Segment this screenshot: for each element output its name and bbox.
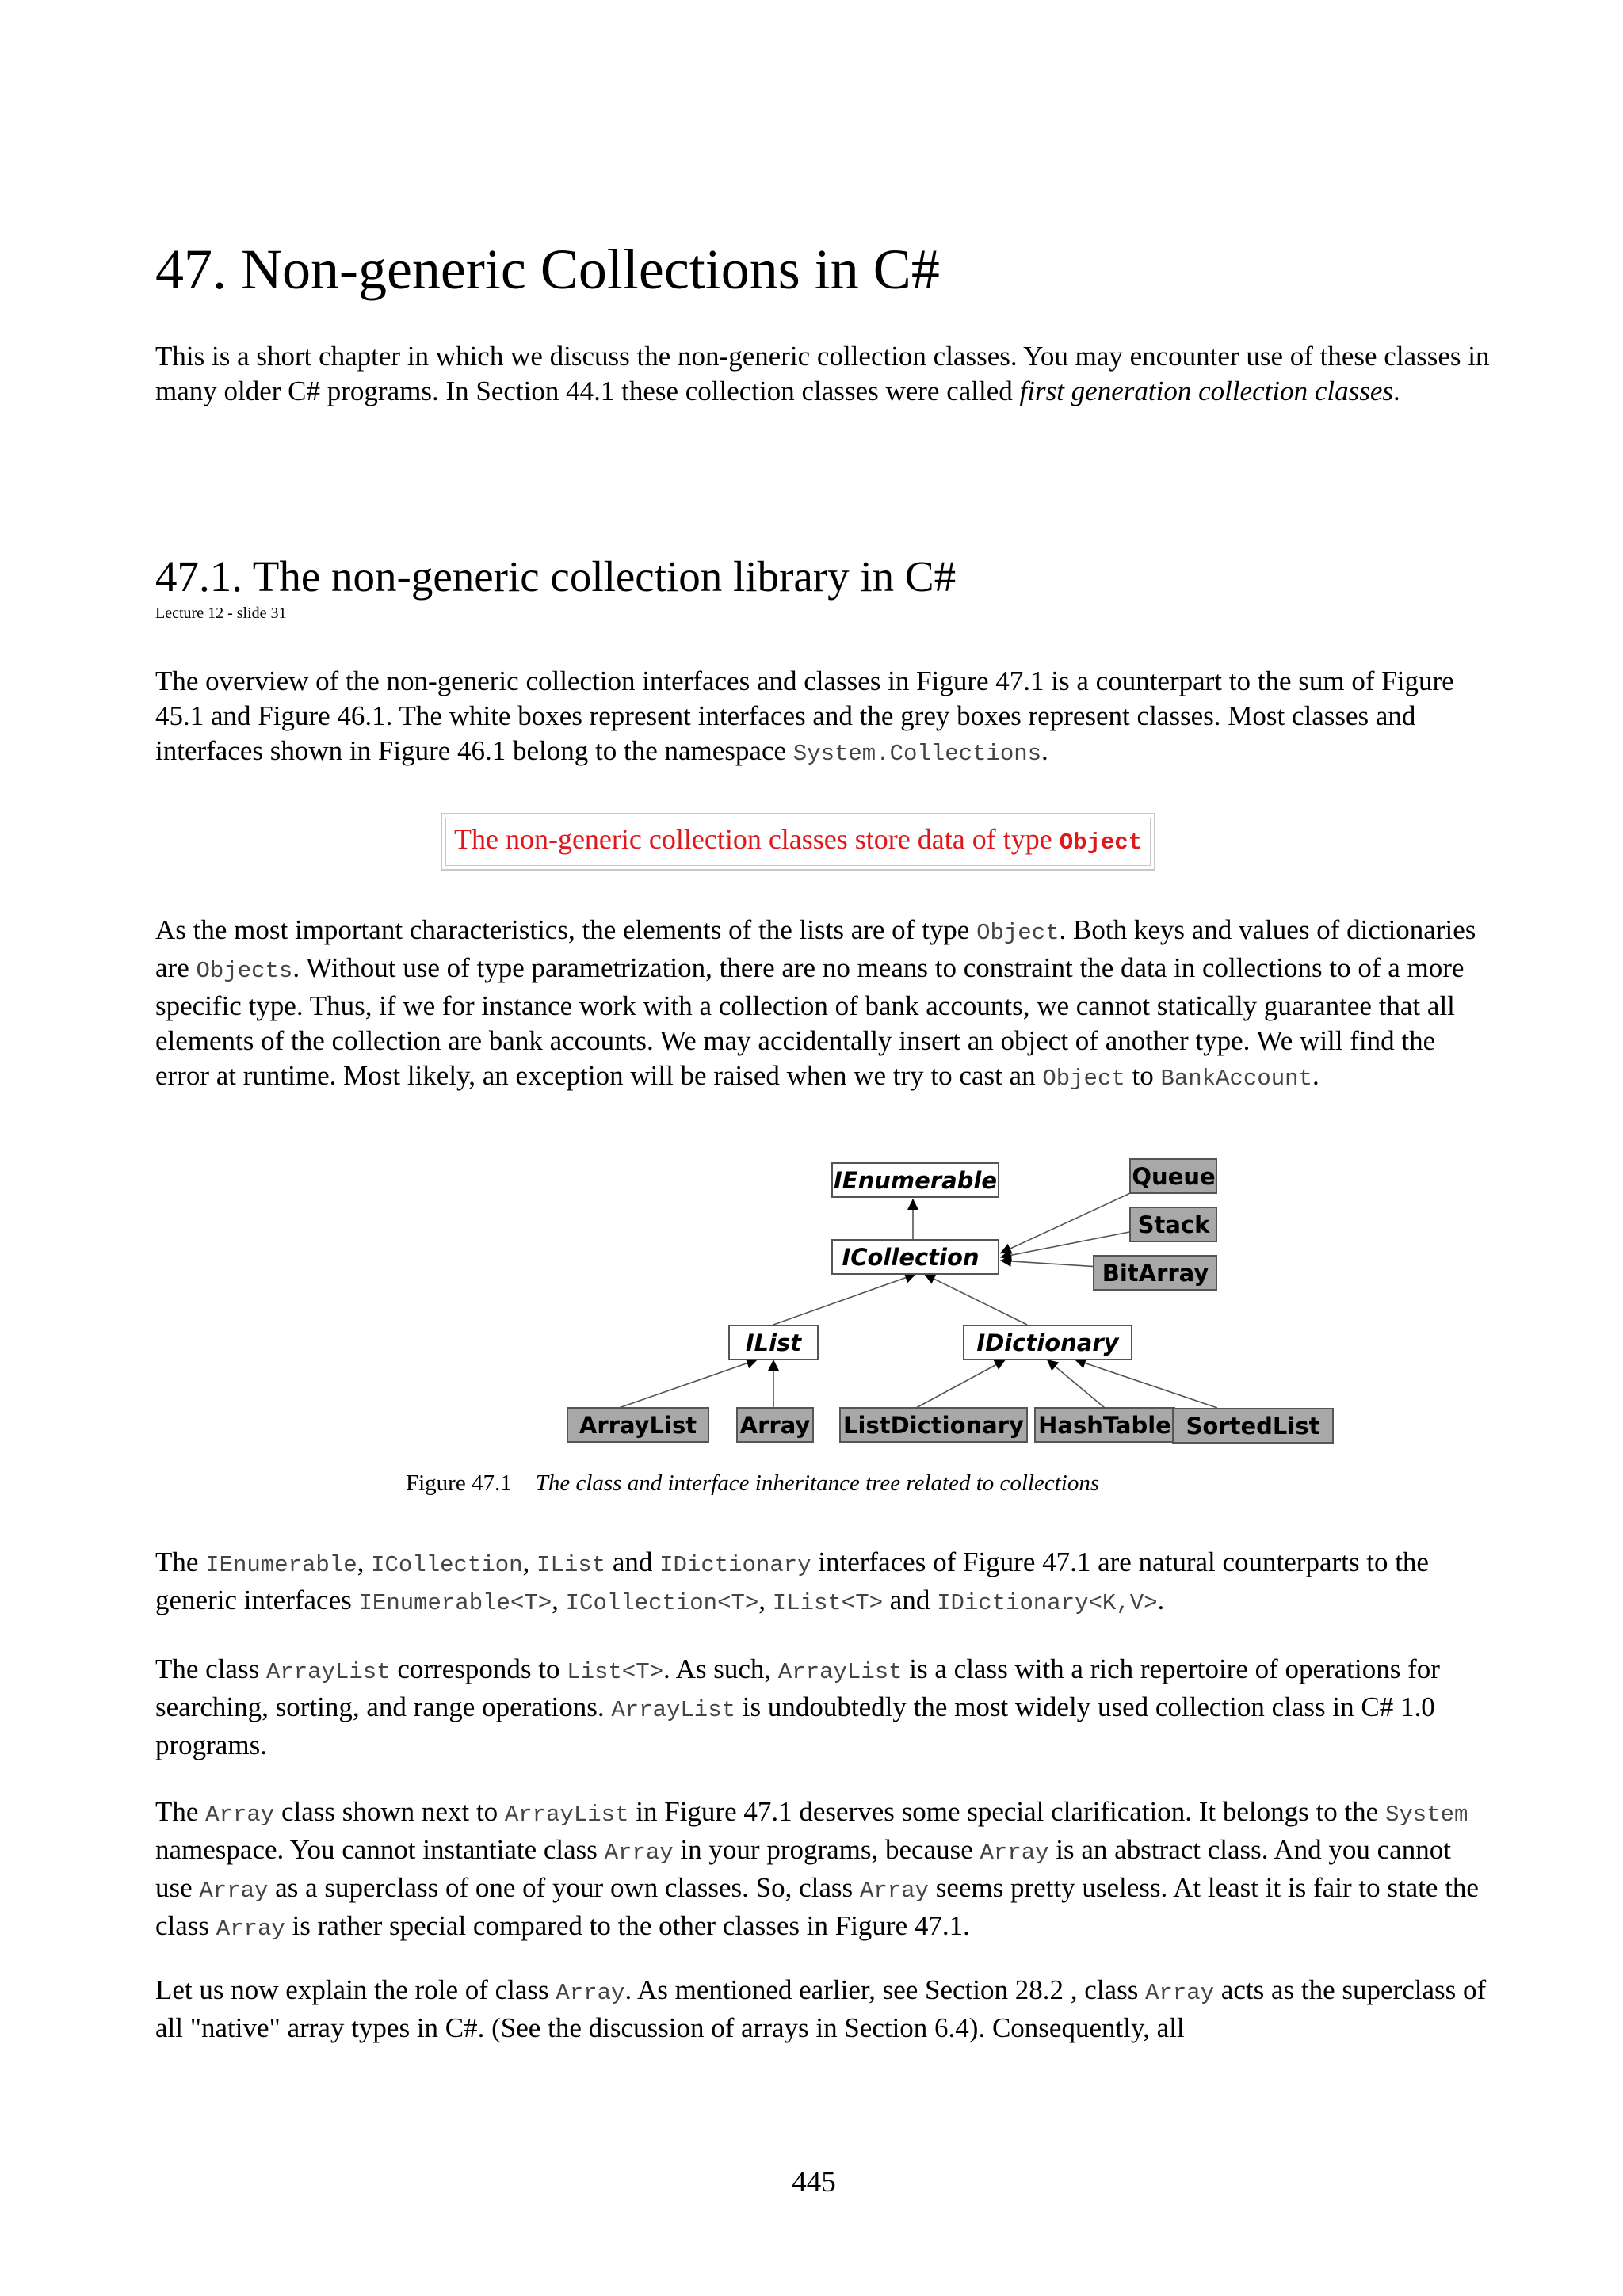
key-point-box bbox=[441, 813, 1155, 871]
ilist-label: IList bbox=[745, 1329, 802, 1356]
characteristics-paragraph: As the most important characteristics, the elements of the lists are of type Object. Both keys and values of dictionaries are Objects. Without use of type parametrization, there are no means to constraint the data in collections to of a more specific type. Thus, if we for instance work with a collection of bank accounts, we cannot statically guarantee that all elements of the collection are bank accounts. We may accidentally insert an object of another type. We will find the error at runtime. Most likely, an exception will be raised when we try to cast an Object to BankAccount. bbox=[155, 914, 1476, 1092]
arraylist-label: ArrayList bbox=[579, 1412, 697, 1439]
icollection-label: ICollection bbox=[842, 1244, 980, 1271]
overview-paragraph: The overview of the non-generic collection interfaces and classes in Figure 47.1 is a counterpart to the sum of Figure 45.1 and Figure 46.1. The white boxes represent interfaces and the grey boxes represent classes. Most classes and interfaces shown in Figure 46.1 belong to the namespace System.Collections. bbox=[155, 666, 1454, 767]
figure-caption-label: Figure 47.1 bbox=[406, 1470, 512, 1496]
sortedlist-overlay bbox=[1171, 1408, 1338, 1444]
section-title: 47.1. The non-generic collection library in C# bbox=[155, 552, 957, 601]
edge-arraylist-ilist bbox=[619, 1360, 758, 1408]
edge-ilist-icollection bbox=[773, 1274, 916, 1325]
edge-idictionary-icollection bbox=[924, 1274, 1027, 1325]
slide-reference: Lecture 12 - slide 31 bbox=[155, 605, 287, 622]
namespace-code: System.Collections bbox=[792, 741, 1042, 767]
inheritance-tree-figure bbox=[409, 1153, 1217, 1454]
page-number: 445 bbox=[792, 2166, 836, 2199]
intro-paragraph: This is a short chapter in which we discuss the non-generic collection classes. You may encounter use of these classes in many older C# programs. In Section 44.1 these collection classes were called first generation collection classes. bbox=[155, 341, 1490, 406]
arraylist-paragraph: The class ArrayList corresponds to List<T>. As such, ArrayList is a class with a rich repertoire of operations for searching, sorting, and range operations. ArrayList is undoubtedly the most widely used collection class in C# 1.0 programs. bbox=[155, 1653, 1440, 1760]
listdictionary-label: ListDictionary bbox=[843, 1412, 1024, 1439]
array-paragraph: The Array class shown next to ArrayList in Figure 47.1 deserves some special clarification. It belongs to the System namespace. You cannot instantiate class Array in your programs, because Array is an abstract class. And you cannot use Array as a superclass of one of your own classes. So, class Array seems pretty useless. At least it is fair to state the class Array is rather special compared to the other classes in Figure 47.1. bbox=[155, 1796, 1479, 1942]
array-label: Array bbox=[739, 1412, 811, 1439]
ienumerable-label: IEnumerable bbox=[833, 1167, 998, 1194]
key-point-text: The non-generic collection classes store data of type bbox=[454, 823, 1060, 855]
inheritance-tree-diagram bbox=[409, 1153, 1217, 1454]
stack-label: Stack bbox=[1137, 1211, 1210, 1238]
key-point-code: Object bbox=[1059, 830, 1143, 856]
edge-listdictionary-idictionary bbox=[916, 1360, 1006, 1408]
idictionary-label: IDictionary bbox=[976, 1329, 1119, 1356]
array-role-paragraph: Let us now explain the role of class Array. As mentioned earlier, see Section 28.2 , class Array acts as the superclass of all "native" array types in C#. (See the discussion of arrays in Section 6.4). Consequently, all bbox=[155, 1974, 1487, 2043]
chapter-title: 47. Non-generic Collections in C# bbox=[155, 238, 940, 301]
sortedlist-label: SortedList bbox=[1186, 1413, 1320, 1440]
hashtable-label: HashTable bbox=[1038, 1412, 1171, 1439]
queue-label: Queue bbox=[1132, 1163, 1216, 1190]
interfaces-paragraph: The IEnumerable, ICollection, IList and IDictionary interfaces of Figure 47.1 are natural counterparts to the generic interfaces IEnumerable<T>, ICollection<T>, IList<T> and IDictionary<K,V>. bbox=[155, 1547, 1429, 1616]
bitarray-label: BitArray bbox=[1102, 1260, 1209, 1287]
figure-caption-text: The class and interface inheritance tree related to collections bbox=[535, 1470, 1100, 1496]
intro-emphasis: first generation collection classes bbox=[1019, 376, 1393, 406]
figure-caption bbox=[406, 1469, 1099, 1497]
